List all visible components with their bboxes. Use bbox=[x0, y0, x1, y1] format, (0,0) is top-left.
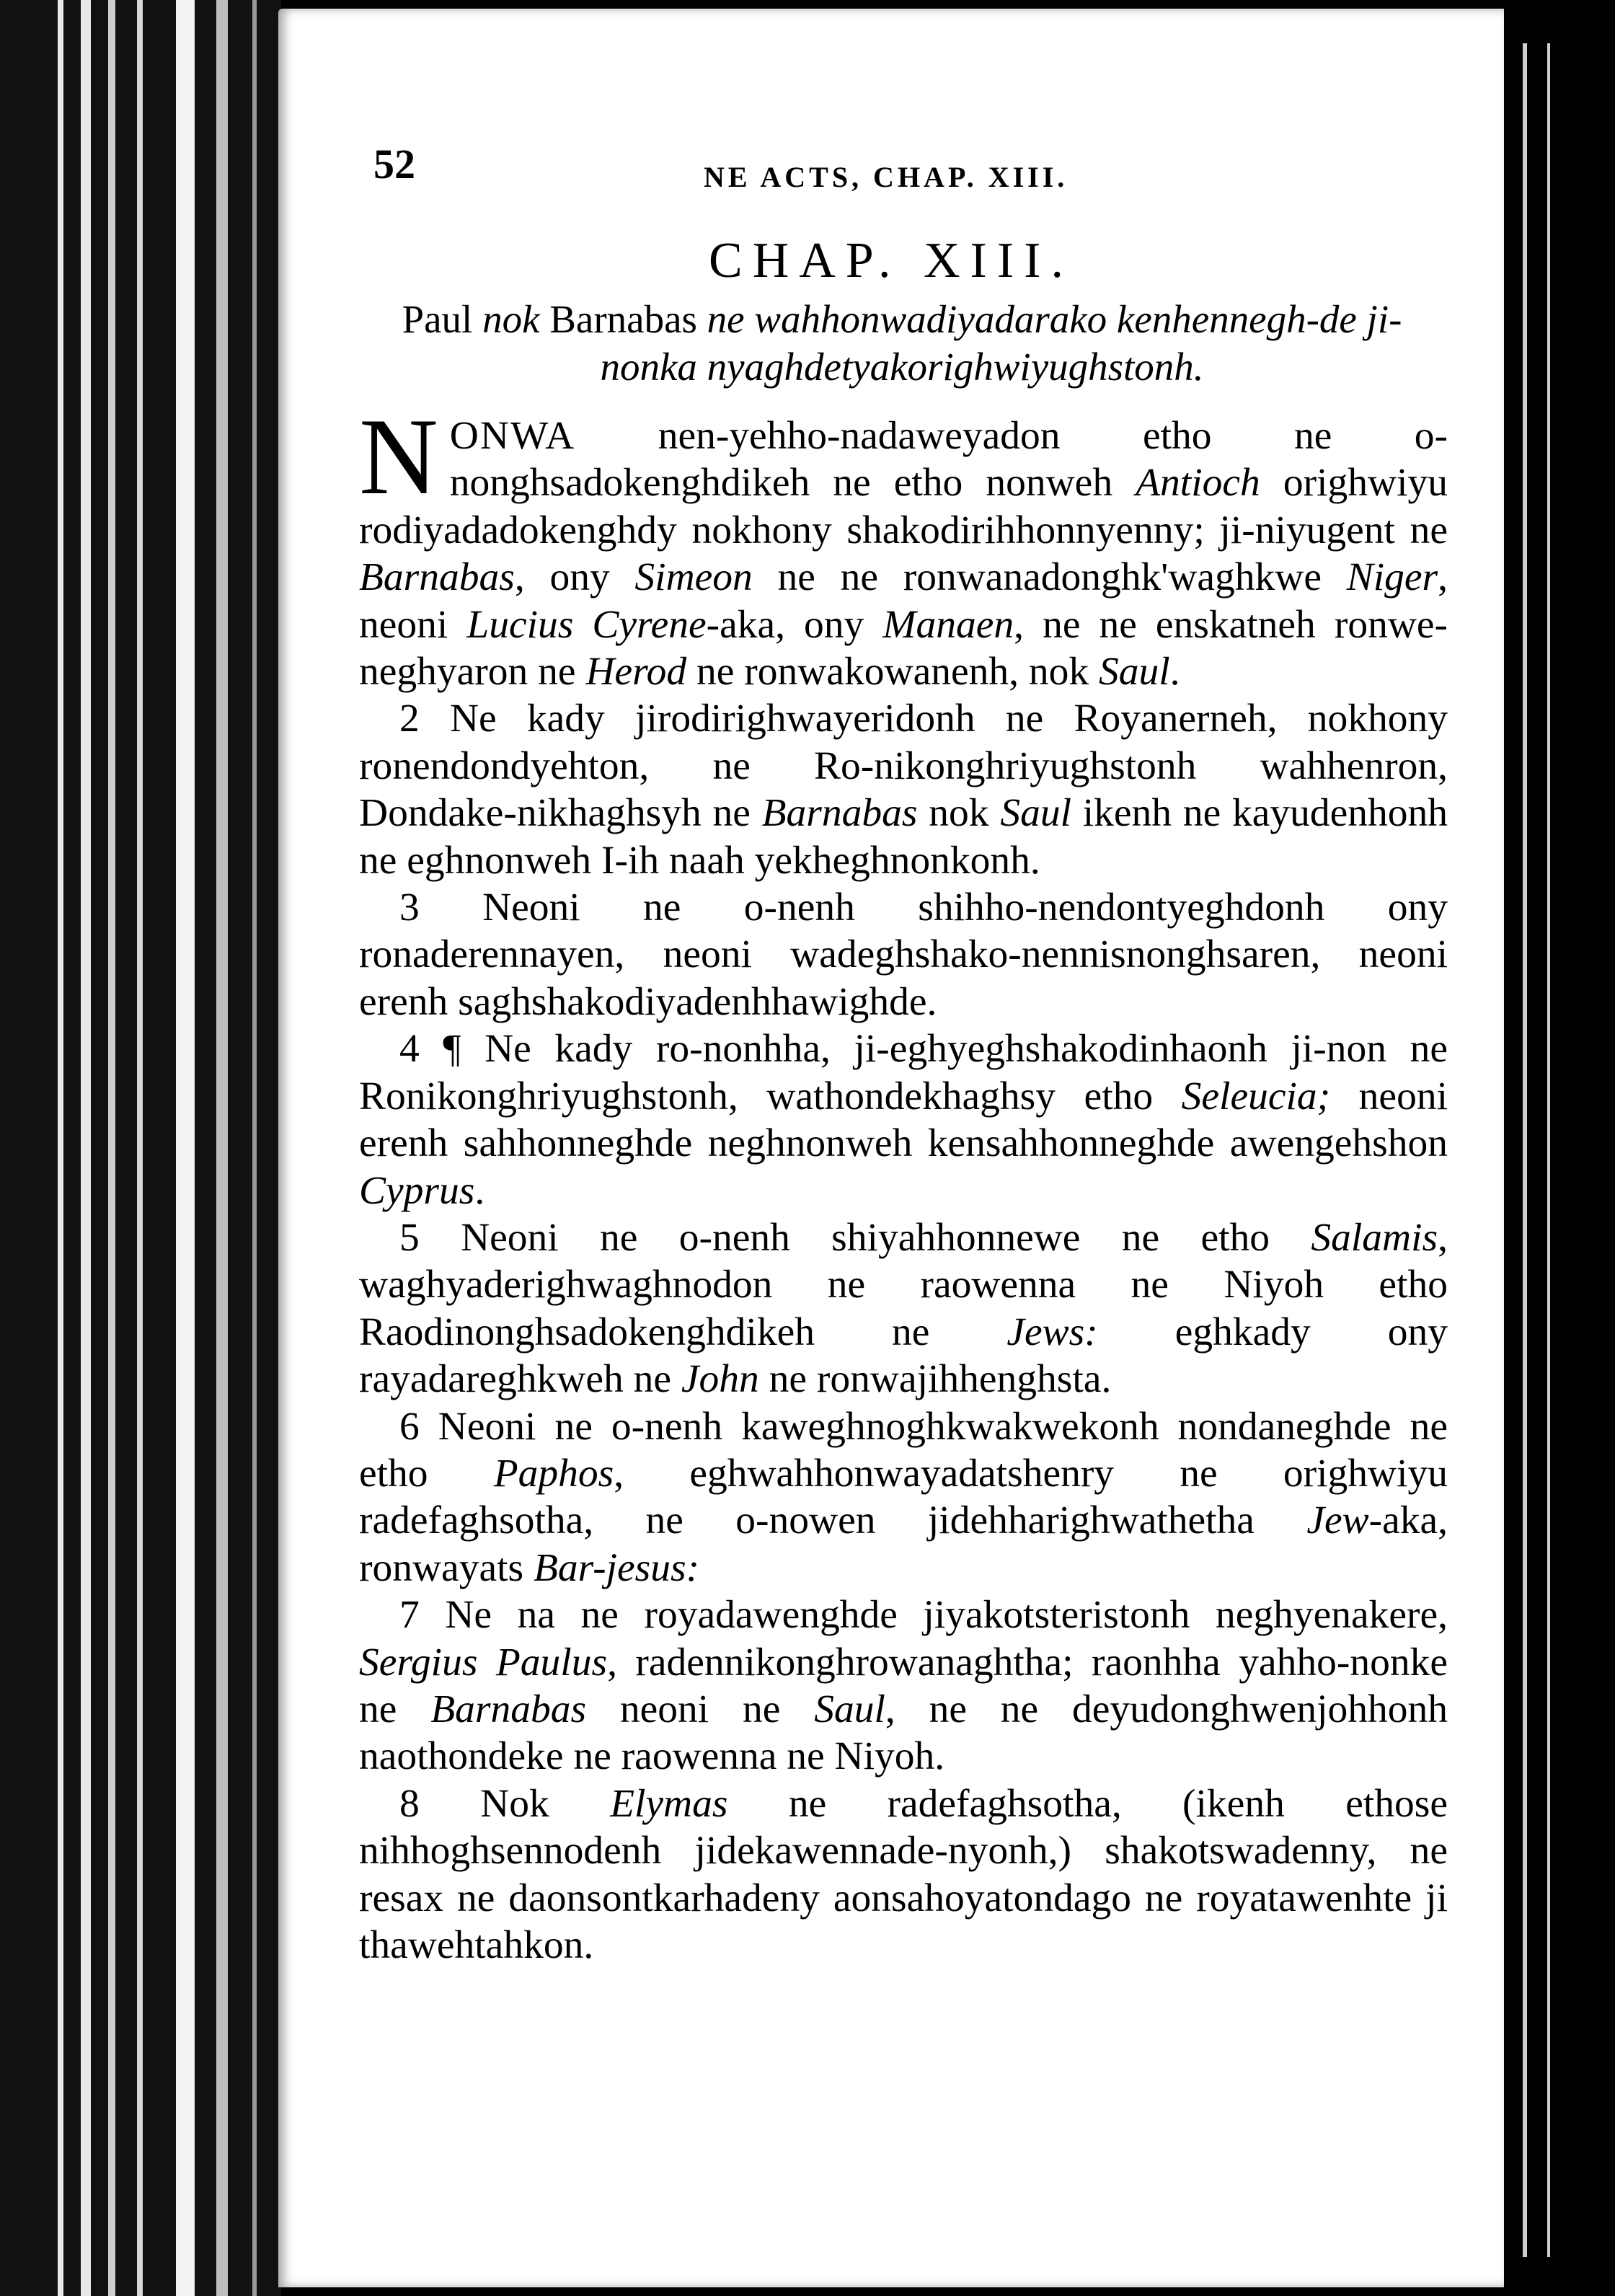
running-head: NE ACTS, CHAP. XIII. bbox=[704, 161, 1068, 193]
verse-text-italic: Barnabas bbox=[359, 555, 515, 600]
verse-text-italic: Niger bbox=[1346, 555, 1438, 600]
verse-5 bbox=[359, 1214, 1448, 1403]
binding-edge bbox=[176, 0, 195, 2296]
drop-cap: N bbox=[359, 396, 438, 517]
verse-1 bbox=[359, 396, 1448, 695]
page-edge-line bbox=[1523, 43, 1527, 2257]
verse-text-italic: Jew bbox=[1306, 1498, 1369, 1543]
verse-text-italic: Bar-jesus: bbox=[533, 1545, 700, 1590]
verse-text-italic: Barnabas bbox=[761, 791, 918, 836]
verse-text-italic: John bbox=[681, 1357, 759, 1402]
binding-edge bbox=[58, 0, 63, 2296]
verse-text: , waghyaderighwaghnodon ne raowenna ne Niyoh etho Raodinonghsadokenghdikeh ne bbox=[359, 1215, 1448, 1354]
verse-text: 8 Nok bbox=[399, 1781, 611, 1826]
page-stack-edge bbox=[1504, 0, 1615, 2296]
verse-text-italic: Elymas bbox=[610, 1781, 728, 1826]
verse-text: nok bbox=[917, 791, 1001, 836]
verse-text: 4 ¶ Ne kady ro-nonhha, ji-eghyeghshakodinhaonh ji-non ne Ronikonghriyughstonh, wathondekhaghsy etho bbox=[359, 1027, 1448, 1118]
verse-text-italic: Seleucia; bbox=[1181, 1074, 1331, 1118]
verse-text: , ony bbox=[514, 555, 635, 600]
verse-text: neoni erenh sahhonneghde neghnonweh kensahhonneghde awengehshon bbox=[359, 1074, 1448, 1166]
verse-text-italic: Antioch bbox=[1136, 461, 1260, 505]
verse-text-italic: Simeon bbox=[634, 555, 753, 600]
verse-text: , eghwahhonwayadatshenry ne orighwiyu radefaghsotha, ne o-nowen jidehharighwathetha bbox=[359, 1451, 1448, 1543]
verse-text-italic: Sergius Paulus bbox=[359, 1640, 608, 1685]
binding-edge bbox=[108, 0, 115, 2296]
verse-3 bbox=[359, 884, 1448, 1025]
verse-text: neoni ne bbox=[586, 1687, 815, 1731]
verse-text-italic: Lucius Cyrene bbox=[466, 602, 707, 647]
verse-6 bbox=[359, 1403, 1448, 1592]
page-edge-line bbox=[1547, 43, 1550, 2257]
summary-text: Paul bbox=[402, 297, 473, 341]
verse-text-italic: Cyprus bbox=[359, 1168, 475, 1213]
binding-edge bbox=[252, 0, 257, 2296]
verse-8 bbox=[359, 1780, 1448, 1969]
verse-text: 3 Neoni ne o-nenh shihho-nendontyeghdonh ony ronaderennayen, neoni wadeghshako-nennisnonghsaren, neoni erenh saghshakodiyadenhhawighde. bbox=[359, 886, 1448, 1024]
verse-text: , ne ne enskatneh ronwe-neghyaron ne bbox=[359, 602, 1448, 694]
verse-text: ONWA bbox=[449, 414, 576, 458]
summary-text: Barnabas bbox=[549, 297, 697, 341]
verse-text: ne ronwakowanenh, nok bbox=[686, 650, 1099, 694]
verse-7 bbox=[359, 1591, 1448, 1780]
verse-4 bbox=[359, 1025, 1448, 1214]
verse-text: , ne ne deyudonghwenjohhonh naothondeke ne raowenna ne Niyoh. bbox=[359, 1687, 1448, 1779]
verse-text: -aka, ronwayats bbox=[359, 1498, 1448, 1590]
verse-text: , neoni bbox=[359, 555, 1448, 647]
chapter-title: CHAP. XIII. bbox=[709, 233, 1074, 288]
chapter-summary bbox=[365, 296, 1439, 391]
binding-edge bbox=[216, 0, 228, 2296]
verse-text: 7 Ne na ne royadawenghde jiyakotsteristonh neghyenakere, bbox=[399, 1593, 1448, 1638]
verse-text-italic: Jews: bbox=[1006, 1310, 1098, 1354]
verse-text-italic: Saul bbox=[1098, 650, 1170, 694]
summary-text-italic: nok bbox=[482, 297, 540, 341]
page-number: 52 bbox=[373, 141, 415, 187]
verse-text: . bbox=[474, 1168, 485, 1213]
binding-edge bbox=[81, 0, 91, 2296]
verse-text-italic: Herod bbox=[585, 650, 687, 694]
verse-text: eghkady ony rayadareghkweh ne bbox=[359, 1310, 1448, 1402]
verse-text: ne radefaghsotha, (ikenh ethose nihhoghsennodenh jidekawennade-nyonh,) shakotswadenny, ne resax ne daonsontkarhadeny aonsahoyatondago ne royatawenhte ji thawehtahkon. bbox=[359, 1781, 1448, 1967]
chapter-text bbox=[359, 396, 1448, 1969]
verse-text: nen-yehho-nadaweyadon etho ne o-nonghsadokenghdikeh ne etho nonweh bbox=[449, 414, 1448, 505]
book-page bbox=[278, 9, 1504, 2287]
verse-text: orighwiyu rodiyadadokenghdy nokhony shakodirihhonnyenny; ji-niyugent ne bbox=[359, 461, 1448, 552]
verse-text: -aka, ony bbox=[706, 602, 883, 647]
verse-text: 6 Neoni ne o-nenh kaweghnoghkwakwekonh nondaneghde ne etho bbox=[359, 1404, 1448, 1496]
verse-text-italic: Manaen bbox=[882, 602, 1014, 647]
verse-text-italic: Saul bbox=[1000, 791, 1071, 836]
verse-text-italic: Saul bbox=[814, 1687, 885, 1731]
summary-text-italic: ne wahhonwadiyadarako kenhennegh-de ji-nonka nyaghdetyakorighwiyughstonh. bbox=[600, 297, 1402, 389]
verse-text: ne ne ronwanadonghk'waghkwe bbox=[752, 555, 1347, 600]
verse-text: 2 Ne kady jirodirighwayeridonh ne Royanerneh, nokhony ronendondyehton, ne Ro-nikonghriyughstonh wahhenron, Dondake-nikhaghsyh ne bbox=[359, 697, 1448, 836]
verse-text: ne ronwajihhenghsta. bbox=[758, 1357, 1112, 1402]
book-binding bbox=[0, 0, 281, 2296]
verse-text: . bbox=[1169, 650, 1180, 694]
verse-2 bbox=[359, 695, 1448, 884]
verse-text-italic: Paphos bbox=[493, 1451, 614, 1496]
verse-text: 5 Neoni ne o-nenh shiyahhonnewe ne etho bbox=[399, 1215, 1311, 1260]
verse-text-italic: Barnabas bbox=[430, 1687, 587, 1731]
verse-text-italic: Salamis bbox=[1311, 1215, 1438, 1260]
verse-text: , radennikonghrowanaghtha; raonhha yahho-nonke ne bbox=[359, 1640, 1448, 1731]
verse-text: ikenh ne kayudenhonh ne eghnonweh I-ih naah yekheghnonkonh. bbox=[359, 791, 1448, 883]
binding-edge bbox=[137, 0, 143, 2296]
